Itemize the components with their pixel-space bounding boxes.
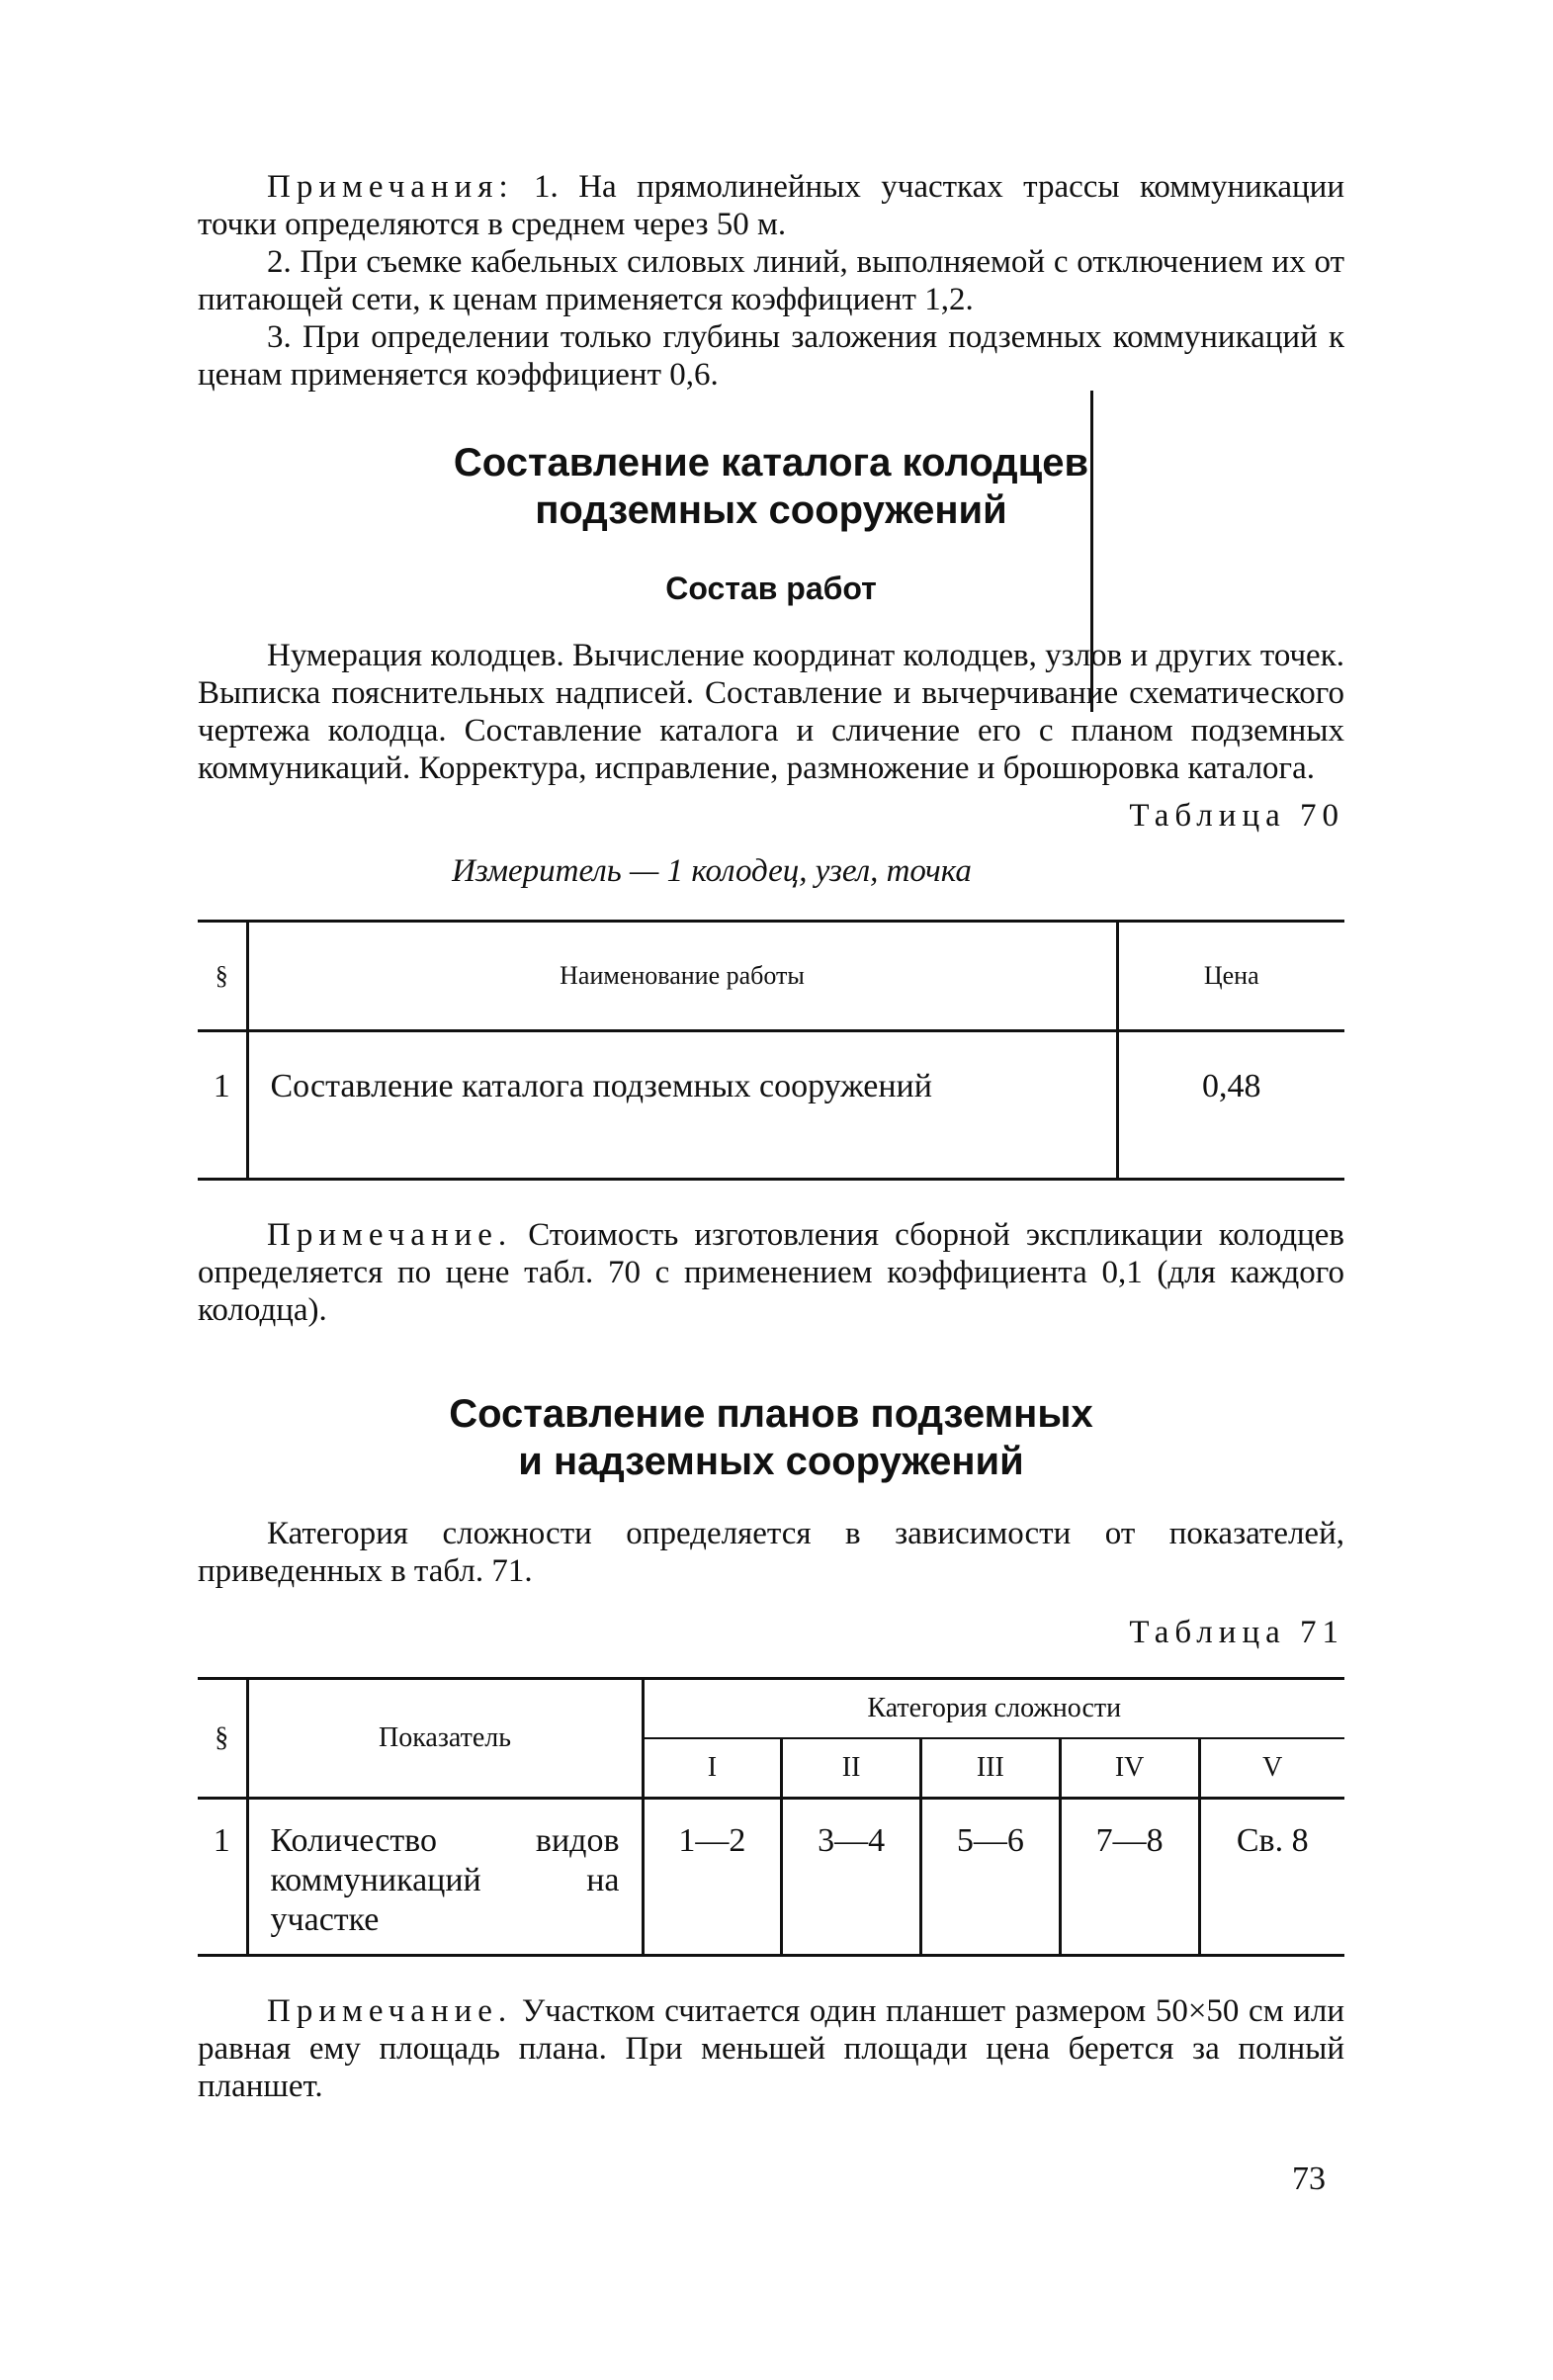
cell-num: 1 <box>213 1822 230 1859</box>
table-70 <box>198 920 1344 1181</box>
col-header-num: § <box>198 922 247 1031</box>
col-header-price: Цена <box>1117 922 1344 1031</box>
note-2-text: Стоимость изготовления сборной экспликации колодцев определяется по цене табл. 70 с применением коэффициента 0,1 (для каждого колодца). <box>198 1217 1344 1328</box>
section-1-body: Нумерация колодцев. Вычисление координат колодцев, узлов и других точек. Выписка пояснительных надписей. Составление и вычерчивание схематического чертежа колодца. Составление каталога и сличение его с планом подземных коммуникаций. Корректура, исправление, размножение и брошюровка каталога. <box>198 638 1344 786</box>
page-content <box>198 168 1344 2105</box>
table-70-measure: Измеритель — 1 колодец, узел, точка <box>452 853 972 889</box>
cell-cat-1: 1—2 <box>643 1799 782 1956</box>
col-header-category: Категория сложности <box>643 1679 1344 1739</box>
notes-label: Примечания: <box>267 169 514 205</box>
section-2-body: Категория сложности определяется в зависимости от показателей, приведенных в табл. 71. <box>198 1516 1344 1589</box>
note-3 <box>198 1992 1344 2105</box>
col-header-name: Наименование работы <box>247 922 1117 1031</box>
cell-name: Составление каталога подземных сооружений <box>247 1031 1117 1180</box>
table-71-label: Таблица 71 <box>1129 1615 1344 1650</box>
table-row <box>198 1031 1344 1180</box>
note-3-label: Примечание. <box>267 1993 513 2029</box>
section-1-title-line-1: Составление каталога колодцев <box>453 441 1089 485</box>
col-header-cat-1: I <box>643 1738 782 1799</box>
section-2-title-line-2: и надземных сооружений <box>518 1440 1024 1483</box>
section-2-title-line-1: Составление планов подземных <box>449 1392 1093 1436</box>
note-2 <box>198 1216 1344 1329</box>
notes-1-item-1 <box>198 168 1344 243</box>
col-header-num: § <box>198 1679 247 1799</box>
col-header-cat-5: V <box>1199 1738 1344 1799</box>
col-header-cat-2: II <box>782 1738 921 1799</box>
section-1-subtitle: Состав работ <box>665 571 877 606</box>
table-71 <box>198 1677 1344 1957</box>
notes-1-item-2: 2. При съемке кабельных силовых линий, выполняемой с отключением их от питающей сети, к ценам применяется коэффициент 1,2. <box>198 244 1344 317</box>
note-3-text: Участком считается один планшет размером 50×50 см или равная ему площадь плана. При меньшей площади цена берется за полный планшет. <box>198 1993 1345 2104</box>
table-71-header-1 <box>198 1679 1344 1739</box>
cell-num: 1 <box>213 1068 230 1104</box>
table-70-label: Таблица 70 <box>1129 798 1344 834</box>
note-2-label: Примечание. <box>267 1217 513 1253</box>
cell-price: 0,48 <box>1117 1031 1344 1180</box>
cell-cat-3: 5—6 <box>921 1799 1061 1956</box>
page-number: 73 <box>1292 2160 1326 2197</box>
section-1-title-line-2: подземных сооружений <box>535 488 1007 532</box>
notes-1-item-3: 3. При определении только глубины заложения подземных коммуникаций к ценам применяется коэффициент 0,6. <box>198 319 1344 393</box>
cell-cat-5: Св. 8 <box>1199 1799 1344 1956</box>
table-70-header <box>198 922 1344 1031</box>
cell-indicator: Количество видов коммуникаций на участке <box>247 1799 643 1956</box>
col-header-indicator: Показатель <box>247 1679 643 1799</box>
cell-cat-2: 3—4 <box>782 1799 921 1956</box>
col-header-cat-3: III <box>921 1738 1061 1799</box>
col-header-cat-4: IV <box>1060 1738 1199 1799</box>
notes-text: 1. На прямолинейных участках трассы коммуникации точки определяются в среднем через 50 м. <box>198 169 1344 242</box>
cell-cat-4: 7—8 <box>1060 1799 1199 1956</box>
table-row <box>198 1799 1344 1956</box>
